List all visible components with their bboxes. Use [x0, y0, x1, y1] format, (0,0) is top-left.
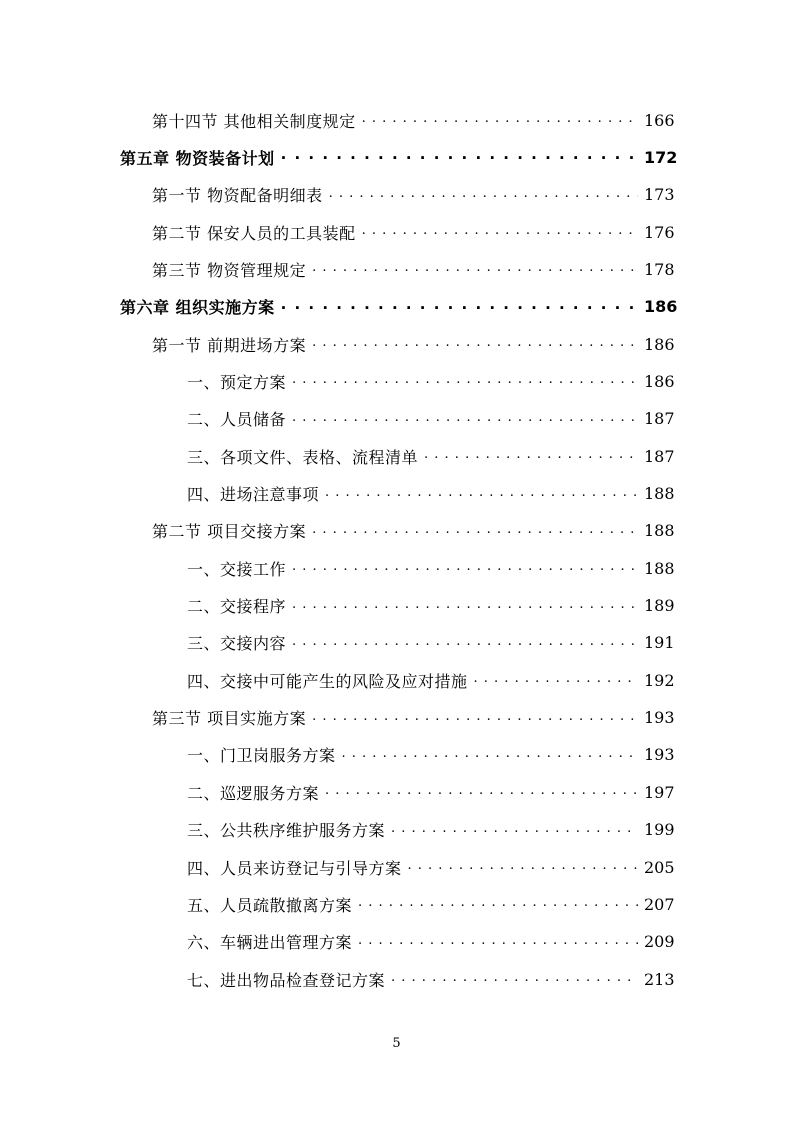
toc-chapter-entry[interactable]	[120, 142, 678, 172]
toc-entry-title: 第一节 前期进场方案	[152, 335, 307, 355]
toc-entry[interactable]	[187, 852, 674, 882]
toc-leader-dots	[292, 598, 638, 614]
toc-entry-page: 188	[644, 558, 675, 578]
toc-entry[interactable]	[187, 366, 674, 396]
toc-entry-page: 209	[644, 932, 675, 952]
toc-entry[interactable]	[152, 254, 674, 284]
toc-entry-page: 187	[644, 446, 675, 466]
toc-entry-page: 178	[644, 259, 675, 279]
toc-leader-dots	[358, 896, 638, 912]
toc-leader-dots	[312, 261, 638, 277]
toc-leader-dots	[408, 859, 638, 875]
toc-entry-title: 三、各项文件、表格、流程清单	[187, 447, 419, 467]
toc-chapter-entry[interactable]	[120, 292, 678, 322]
toc-entry-page: 197	[644, 782, 675, 802]
toc-entry[interactable]	[187, 889, 674, 919]
toc-leader-dots	[391, 822, 638, 838]
toc-entry[interactable]	[187, 777, 674, 807]
toc-entry-title: 第一节 物资配备明细表	[152, 186, 323, 206]
toc-entry[interactable]	[187, 740, 674, 770]
toc-entry[interactable]	[187, 479, 674, 509]
toc-entry[interactable]	[187, 404, 674, 434]
toc-leader-dots	[325, 784, 638, 800]
toc-entry-title: 四、进场注意事项	[187, 485, 320, 504]
toc-entry-title: 七、进出物品检查登记方案	[187, 970, 386, 990]
toc-entry-title: 一、预定方案	[187, 372, 287, 392]
toc-leader-dots	[312, 710, 638, 726]
toc-entry[interactable]	[152, 329, 674, 359]
toc-entry-title: 第五章 物资装备计划	[120, 148, 275, 168]
toc-entry[interactable]	[187, 665, 674, 695]
toc-entry-title: 第六章 组织实施方案	[120, 298, 275, 318]
toc-entry[interactable]	[152, 516, 674, 546]
toc-leader-dots	[474, 672, 638, 688]
toc-leader-dots	[329, 187, 638, 203]
toc-entry-title: 第二节 保安人员的工具装配	[152, 223, 356, 243]
toc-entry-page: 188	[644, 521, 675, 541]
toc-entry-page: 173	[644, 185, 675, 205]
toc-entry-title: 四、交接中可能产生的风险及应对措施	[187, 671, 468, 691]
toc-entry-title: 二、交接程序	[187, 597, 287, 617]
toc-entry-title: 第三节 物资管理规定	[152, 260, 307, 280]
toc-entry[interactable]	[152, 703, 674, 733]
toc-leader-dots	[342, 747, 638, 763]
toc-entry-title: 第三节 项目实施方案	[152, 709, 307, 729]
toc-leader-dots	[358, 934, 638, 950]
toc-entry-page: 192	[644, 670, 675, 690]
toc-entry-title: 二、巡逻服务方案	[187, 783, 320, 803]
toc-leader-dots	[312, 336, 638, 352]
toc-entry-page: 188	[644, 484, 675, 503]
toc-entry-page: 213	[644, 969, 675, 989]
toc-entry-page: 186	[644, 297, 678, 317]
toc-entry[interactable]	[152, 105, 674, 135]
toc-entry-page: 193	[644, 745, 675, 765]
toc-entry-page: 205	[644, 857, 675, 877]
toc-entry-title: 三、公共秩序维护服务方案	[187, 821, 386, 841]
toc-leader-dots	[292, 635, 638, 651]
toc-entry[interactable]	[187, 441, 674, 471]
toc-leader-dots	[312, 523, 638, 539]
toc-entry[interactable]	[187, 815, 674, 845]
page-number: 5	[392, 1036, 401, 1051]
toc-entry-title: 一、交接工作	[187, 559, 287, 579]
toc-leader-dots	[362, 112, 638, 128]
toc-leader-dots	[292, 560, 638, 576]
toc-entry-page: 193	[644, 708, 675, 728]
toc-entry[interactable]	[187, 628, 674, 658]
toc-entry-title: 第二节 项目交接方案	[152, 522, 307, 542]
toc-entry[interactable]	[187, 927, 674, 957]
toc-leader-dots	[281, 299, 638, 315]
toc-entry-page: 199	[644, 820, 675, 840]
toc-entry-title: 二、人员储备	[187, 410, 287, 430]
toc-entry[interactable]	[187, 964, 674, 994]
toc-entry-page: 172	[644, 147, 678, 167]
toc-entry-page: 186	[644, 334, 675, 354]
toc-entry[interactable]	[152, 217, 674, 247]
toc-entry-page: 189	[644, 596, 675, 616]
toc-leader-dots	[362, 224, 638, 240]
toc-leader-dots	[424, 448, 638, 464]
toc-entry-title: 五、人员疏散撤离方案	[187, 895, 353, 915]
toc-entry-title: 四、人员来访登记与引导方案	[187, 858, 402, 878]
toc-entry-page: 176	[644, 222, 675, 242]
toc-entry-page: 191	[644, 633, 675, 653]
toc-entry[interactable]	[152, 180, 674, 210]
toc-entry-page: 207	[644, 894, 675, 914]
toc-entry-page: 166	[644, 110, 675, 130]
toc-leader-dots	[292, 373, 638, 389]
toc-entry-page: 187	[644, 409, 675, 429]
toc-leader-dots	[281, 149, 638, 165]
toc-entry-title: 第十四节 其他相关制度规定	[152, 111, 356, 131]
toc-entry-title: 三、交接内容	[187, 634, 287, 654]
toc-entry-page: 186	[644, 371, 675, 391]
toc-leader-dots	[292, 411, 638, 427]
toc-entry-title: 一、门卫岗服务方案	[187, 746, 336, 766]
toc-entry[interactable]	[187, 553, 674, 583]
toc-leader-dots	[391, 971, 638, 987]
toc-entry-title: 六、车辆进出管理方案	[187, 933, 353, 953]
toc-entry[interactable]	[187, 591, 674, 621]
toc-leader-dots	[325, 486, 638, 502]
